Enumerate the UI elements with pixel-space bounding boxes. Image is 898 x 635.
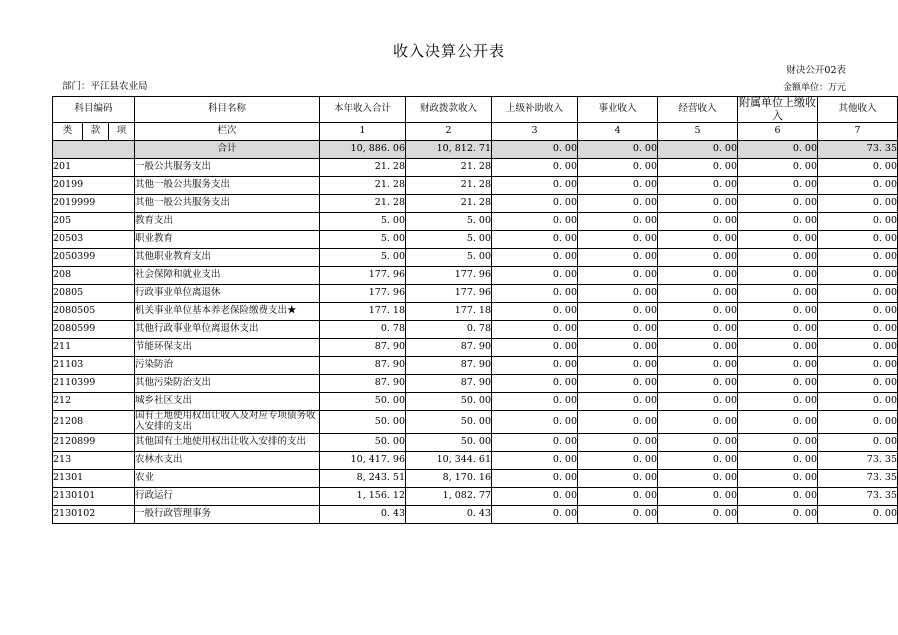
row-value-3: 0. 00 — [492, 452, 578, 470]
row-value-2: 87. 90 — [406, 375, 492, 393]
row-subject-name: 污染防治 — [135, 357, 320, 375]
row-value-7: 73. 35 — [818, 141, 898, 159]
header-col-num-7: 7 — [818, 123, 898, 141]
row-value-7: 0. 00 — [818, 267, 898, 285]
row-value-4: 0. 00 — [578, 357, 658, 375]
row-value-7: 0. 00 — [818, 357, 898, 375]
row-value-3: 0. 00 — [492, 213, 578, 231]
table-row — [53, 141, 898, 159]
row-value-2: 0. 78 — [406, 321, 492, 339]
row-value-1: 50. 00 — [320, 411, 406, 434]
row-value-3: 0. 00 — [492, 339, 578, 357]
row-subject-name: 农林水支出 — [135, 452, 320, 470]
row-subject-code: 205 — [53, 213, 135, 231]
header-section: 款 — [83, 123, 109, 141]
row-value-7: 0. 00 — [818, 393, 898, 411]
row-subject-code: 2130102 — [53, 506, 135, 524]
row-value-5: 0. 00 — [658, 195, 738, 213]
row-value-3: 0. 00 — [492, 506, 578, 524]
table-row — [53, 267, 898, 285]
row-value-2: 87. 90 — [406, 339, 492, 357]
table-row — [53, 303, 898, 321]
row-subject-code: 20503 — [53, 231, 135, 249]
header-col-num-2: 2 — [406, 123, 492, 141]
row-value-6: 0. 00 — [738, 303, 818, 321]
row-value-5: 0. 00 — [658, 267, 738, 285]
header-other-income: 其他收入 — [818, 97, 898, 123]
row-subject-name: 节能环保支出 — [135, 339, 320, 357]
table-row — [53, 470, 898, 488]
row-value-5: 0. 00 — [658, 249, 738, 267]
row-value-5: 0. 00 — [658, 339, 738, 357]
row-value-4: 0. 00 — [578, 506, 658, 524]
row-value-6: 0. 00 — [738, 213, 818, 231]
row-value-4: 0. 00 — [578, 267, 658, 285]
row-subject-code — [53, 141, 135, 159]
row-value-6: 0. 00 — [738, 357, 818, 375]
row-subject-name: 其他国有土地使用权出让收入安排的支出 — [135, 434, 320, 452]
row-value-7: 0. 00 — [818, 434, 898, 452]
row-value-3: 0. 00 — [492, 303, 578, 321]
table-row — [53, 177, 898, 195]
row-subject-code: 20805 — [53, 285, 135, 303]
row-value-6: 0. 00 — [738, 452, 818, 470]
row-value-6: 0. 00 — [738, 321, 818, 339]
header-col-num-5: 5 — [658, 123, 738, 141]
table-row — [53, 321, 898, 339]
row-subject-name: 行政事业单位离退休 — [135, 285, 320, 303]
row-value-6: 0. 00 — [738, 506, 818, 524]
row-value-3: 0. 00 — [492, 321, 578, 339]
row-subject-code: 2019999 — [53, 195, 135, 213]
row-subject-name: 行政运行 — [135, 488, 320, 506]
header-column-label: 栏次 — [135, 123, 320, 141]
row-value-7: 0. 00 — [818, 159, 898, 177]
table-row — [53, 375, 898, 393]
row-value-6: 0. 00 — [738, 285, 818, 303]
row-value-2: 21. 28 — [406, 177, 492, 195]
row-value-1: 10, 417. 96 — [320, 452, 406, 470]
row-subject-code: 2080599 — [53, 321, 135, 339]
row-value-2: 177. 96 — [406, 267, 492, 285]
table-row — [53, 249, 898, 267]
row-value-5: 0. 00 — [658, 488, 738, 506]
row-subject-name: 其他一般公共服务支出 — [135, 195, 320, 213]
row-value-5: 0. 00 — [658, 434, 738, 452]
row-value-1: 177. 18 — [320, 303, 406, 321]
row-value-5: 0. 00 — [658, 452, 738, 470]
header-col-num-3: 3 — [492, 123, 578, 141]
row-value-1: 21. 28 — [320, 177, 406, 195]
row-value-1: 50. 00 — [320, 393, 406, 411]
row-subject-name: 其他一般公共服务支出 — [135, 177, 320, 195]
row-subject-name: 机关事业单位基本养老保险缴费支出★ — [135, 303, 320, 321]
department-label: 部门：平江县农业局 — [62, 81, 148, 92]
row-value-5: 0. 00 — [658, 141, 738, 159]
table-row — [53, 231, 898, 249]
row-value-2: 177. 18 — [406, 303, 492, 321]
row-value-3: 0. 00 — [492, 434, 578, 452]
row-value-4: 0. 00 — [578, 213, 658, 231]
row-value-3: 0. 00 — [492, 285, 578, 303]
revenue-settlement-table — [52, 96, 898, 524]
row-value-2: 177. 96 — [406, 285, 492, 303]
row-subject-code: 20199 — [53, 177, 135, 195]
row-value-7: 73. 35 — [818, 470, 898, 488]
row-value-2: 5. 00 — [406, 249, 492, 267]
header-operating-income: 经营收入 — [658, 97, 738, 123]
header-subject-name: 科目名称 — [135, 97, 320, 123]
row-value-7: 0. 00 — [818, 249, 898, 267]
row-value-7: 0. 00 — [818, 303, 898, 321]
row-subject-code: 208 — [53, 267, 135, 285]
row-value-1: 0. 43 — [320, 506, 406, 524]
row-subject-code: 21301 — [53, 470, 135, 488]
row-subject-code: 21208 — [53, 411, 135, 434]
row-value-1: 5. 00 — [320, 249, 406, 267]
row-value-3: 0. 00 — [492, 159, 578, 177]
row-value-5: 0. 00 — [658, 303, 738, 321]
header-subject-code: 科目编码 — [53, 97, 135, 123]
row-value-5: 0. 00 — [658, 506, 738, 524]
row-value-7: 0. 00 — [818, 339, 898, 357]
row-subject-code: 211 — [53, 339, 135, 357]
row-value-3: 0. 00 — [492, 195, 578, 213]
header-item: 项 — [109, 123, 135, 141]
row-value-7: 0. 00 — [818, 177, 898, 195]
row-value-4: 0. 00 — [578, 321, 658, 339]
row-value-4: 0. 00 — [578, 375, 658, 393]
row-value-6: 0. 00 — [738, 411, 818, 434]
row-value-4: 0. 00 — [578, 177, 658, 195]
table-row — [53, 285, 898, 303]
row-value-1: 87. 90 — [320, 375, 406, 393]
row-value-6: 0. 00 — [738, 177, 818, 195]
row-value-4: 0. 00 — [578, 195, 658, 213]
row-value-2: 87. 90 — [406, 357, 492, 375]
row-subject-name: 城乡社区支出 — [135, 393, 320, 411]
row-value-2: 21. 28 — [406, 159, 492, 177]
table-row — [53, 393, 898, 411]
row-value-7: 0. 00 — [818, 231, 898, 249]
row-value-6: 0. 00 — [738, 231, 818, 249]
row-value-3: 0. 00 — [492, 375, 578, 393]
row-value-2: 50. 00 — [406, 393, 492, 411]
row-value-2: 10, 812. 71 — [406, 141, 492, 159]
table-row — [53, 434, 898, 452]
row-subject-name: 其他污染防治支出 — [135, 375, 320, 393]
row-value-4: 0. 00 — [578, 411, 658, 434]
header-col-num-1: 1 — [320, 123, 406, 141]
row-value-4: 0. 00 — [578, 303, 658, 321]
row-value-4: 0. 00 — [578, 452, 658, 470]
table-row — [53, 411, 898, 434]
row-value-2: 21. 28 — [406, 195, 492, 213]
row-subject-code: 2120899 — [53, 434, 135, 452]
row-subject-code: 201 — [53, 159, 135, 177]
row-value-3: 0. 00 — [492, 231, 578, 249]
row-value-5: 0. 00 — [658, 393, 738, 411]
row-value-1: 1, 156. 12 — [320, 488, 406, 506]
row-value-1: 50. 00 — [320, 434, 406, 452]
row-value-1: 5. 00 — [320, 213, 406, 231]
row-value-1: 177. 96 — [320, 285, 406, 303]
row-subject-name: 合计 — [135, 141, 320, 159]
row-value-4: 0. 00 — [578, 339, 658, 357]
row-value-6: 0. 00 — [738, 159, 818, 177]
row-value-2: 8, 170. 16 — [406, 470, 492, 488]
row-value-1: 10, 886. 06 — [320, 141, 406, 159]
row-value-7: 0. 00 — [818, 506, 898, 524]
row-value-7: 73. 35 — [818, 452, 898, 470]
row-value-6: 0. 00 — [738, 195, 818, 213]
row-value-2: 5. 00 — [406, 213, 492, 231]
row-value-5: 0. 00 — [658, 213, 738, 231]
table-row — [53, 339, 898, 357]
row-value-7: 0. 00 — [818, 375, 898, 393]
table-subheader-row — [53, 123, 898, 141]
row-value-5: 0. 00 — [658, 470, 738, 488]
row-subject-code: 213 — [53, 452, 135, 470]
row-subject-name: 一般行政管理事务 — [135, 506, 320, 524]
row-value-3: 0. 00 — [492, 411, 578, 434]
row-value-4: 0. 00 — [578, 159, 658, 177]
row-value-2: 0. 43 — [406, 506, 492, 524]
row-value-3: 0. 00 — [492, 470, 578, 488]
header-year-total: 本年收入合计 — [320, 97, 406, 123]
row-value-4: 0. 00 — [578, 285, 658, 303]
row-value-4: 0. 00 — [578, 393, 658, 411]
row-subject-name: 职业教育 — [135, 231, 320, 249]
header-col-num-4: 4 — [578, 123, 658, 141]
table-row — [53, 195, 898, 213]
row-value-3: 0. 00 — [492, 393, 578, 411]
row-value-1: 21. 28 — [320, 195, 406, 213]
row-value-2: 50. 00 — [406, 434, 492, 452]
form-code-label: 财决公开02表 — [786, 65, 846, 76]
row-value-6: 0. 00 — [738, 393, 818, 411]
row-subject-name: 其他职业教育支出 — [135, 249, 320, 267]
table-row — [53, 452, 898, 470]
row-subject-code: 2080505 — [53, 303, 135, 321]
row-value-4: 0. 00 — [578, 488, 658, 506]
row-subject-code: 21103 — [53, 357, 135, 375]
row-value-2: 10, 344. 61 — [406, 452, 492, 470]
row-subject-name: 一般公共服务支出 — [135, 159, 320, 177]
row-value-4: 0. 00 — [578, 231, 658, 249]
row-value-3: 0. 00 — [492, 357, 578, 375]
header-affiliated-unit-payment: 附属单位上缴收入 — [739, 96, 817, 122]
header-fiscal-appropriation: 财政拨款收入 — [406, 97, 492, 123]
row-value-7: 0. 00 — [818, 195, 898, 213]
row-value-5: 0. 00 — [658, 231, 738, 249]
page-title: 收入决算公开表 — [392, 42, 505, 60]
table-header-row — [53, 97, 898, 123]
row-subject-code: 2050399 — [53, 249, 135, 267]
row-value-5: 0. 00 — [658, 357, 738, 375]
row-value-1: 87. 90 — [320, 339, 406, 357]
row-value-1: 8, 243. 51 — [320, 470, 406, 488]
table-row — [53, 357, 898, 375]
row-subject-name: 国有土地使用权出让收入及对应专项债务收入安排的支出 — [135, 411, 320, 434]
row-subject-name: 农业 — [135, 470, 320, 488]
row-value-7: 0. 00 — [818, 285, 898, 303]
row-value-3: 0. 00 — [492, 249, 578, 267]
row-value-7: 73. 35 — [818, 488, 898, 506]
row-value-5: 0. 00 — [658, 159, 738, 177]
table-row — [53, 488, 898, 506]
row-subject-code: 2110399 — [53, 375, 135, 393]
row-value-6: 0. 00 — [738, 375, 818, 393]
table-row — [53, 159, 898, 177]
row-value-2: 1, 082. 77 — [406, 488, 492, 506]
row-value-7: 0. 00 — [818, 321, 898, 339]
row-value-2: 50. 00 — [406, 411, 492, 434]
row-value-5: 0. 00 — [658, 375, 738, 393]
row-value-4: 0. 00 — [578, 434, 658, 452]
table-body — [53, 141, 898, 524]
row-subject-name: 教育支出 — [135, 213, 320, 231]
row-value-4: 0. 00 — [578, 141, 658, 159]
row-value-7: 0. 00 — [818, 213, 898, 231]
header-superior-subsidy: 上级补助收入 — [492, 97, 578, 123]
row-value-5: 0. 00 — [658, 321, 738, 339]
row-subject-code: 2130101 — [53, 488, 135, 506]
row-value-5: 0. 00 — [658, 285, 738, 303]
table-row — [53, 213, 898, 231]
row-subject-name: 社会保障和就业支出 — [135, 267, 320, 285]
header-business-income: 事业收入 — [578, 97, 658, 123]
row-value-6: 0. 00 — [738, 141, 818, 159]
row-value-1: 0. 78 — [320, 321, 406, 339]
amount-unit-label: 金额单位：万元 — [782, 83, 846, 93]
row-value-3: 0. 00 — [492, 141, 578, 159]
row-subject-code: 212 — [53, 393, 135, 411]
row-value-1: 21. 28 — [320, 159, 406, 177]
row-value-6: 0. 00 — [738, 488, 818, 506]
row-value-5: 0. 00 — [658, 411, 738, 434]
row-value-6: 0. 00 — [738, 249, 818, 267]
row-value-4: 0. 00 — [578, 470, 658, 488]
row-value-6: 0. 00 — [738, 339, 818, 357]
row-value-6: 0. 00 — [738, 267, 818, 285]
row-value-3: 0. 00 — [492, 267, 578, 285]
header-class: 类 — [53, 123, 83, 141]
table-row — [53, 506, 898, 524]
row-value-3: 0. 00 — [492, 488, 578, 506]
header-col-num-6: 6 — [738, 123, 818, 141]
row-value-2: 5. 00 — [406, 231, 492, 249]
row-value-1: 5. 00 — [320, 231, 406, 249]
row-value-5: 0. 00 — [658, 177, 738, 195]
row-subject-name: 其他行政事业单位离退休支出 — [135, 321, 320, 339]
row-value-3: 0. 00 — [492, 177, 578, 195]
row-value-4: 0. 00 — [578, 249, 658, 267]
row-value-7: 0. 00 — [818, 411, 898, 434]
row-value-6: 0. 00 — [738, 470, 818, 488]
row-value-1: 177. 96 — [320, 267, 406, 285]
row-value-6: 0. 00 — [738, 434, 818, 452]
row-value-1: 87. 90 — [320, 357, 406, 375]
